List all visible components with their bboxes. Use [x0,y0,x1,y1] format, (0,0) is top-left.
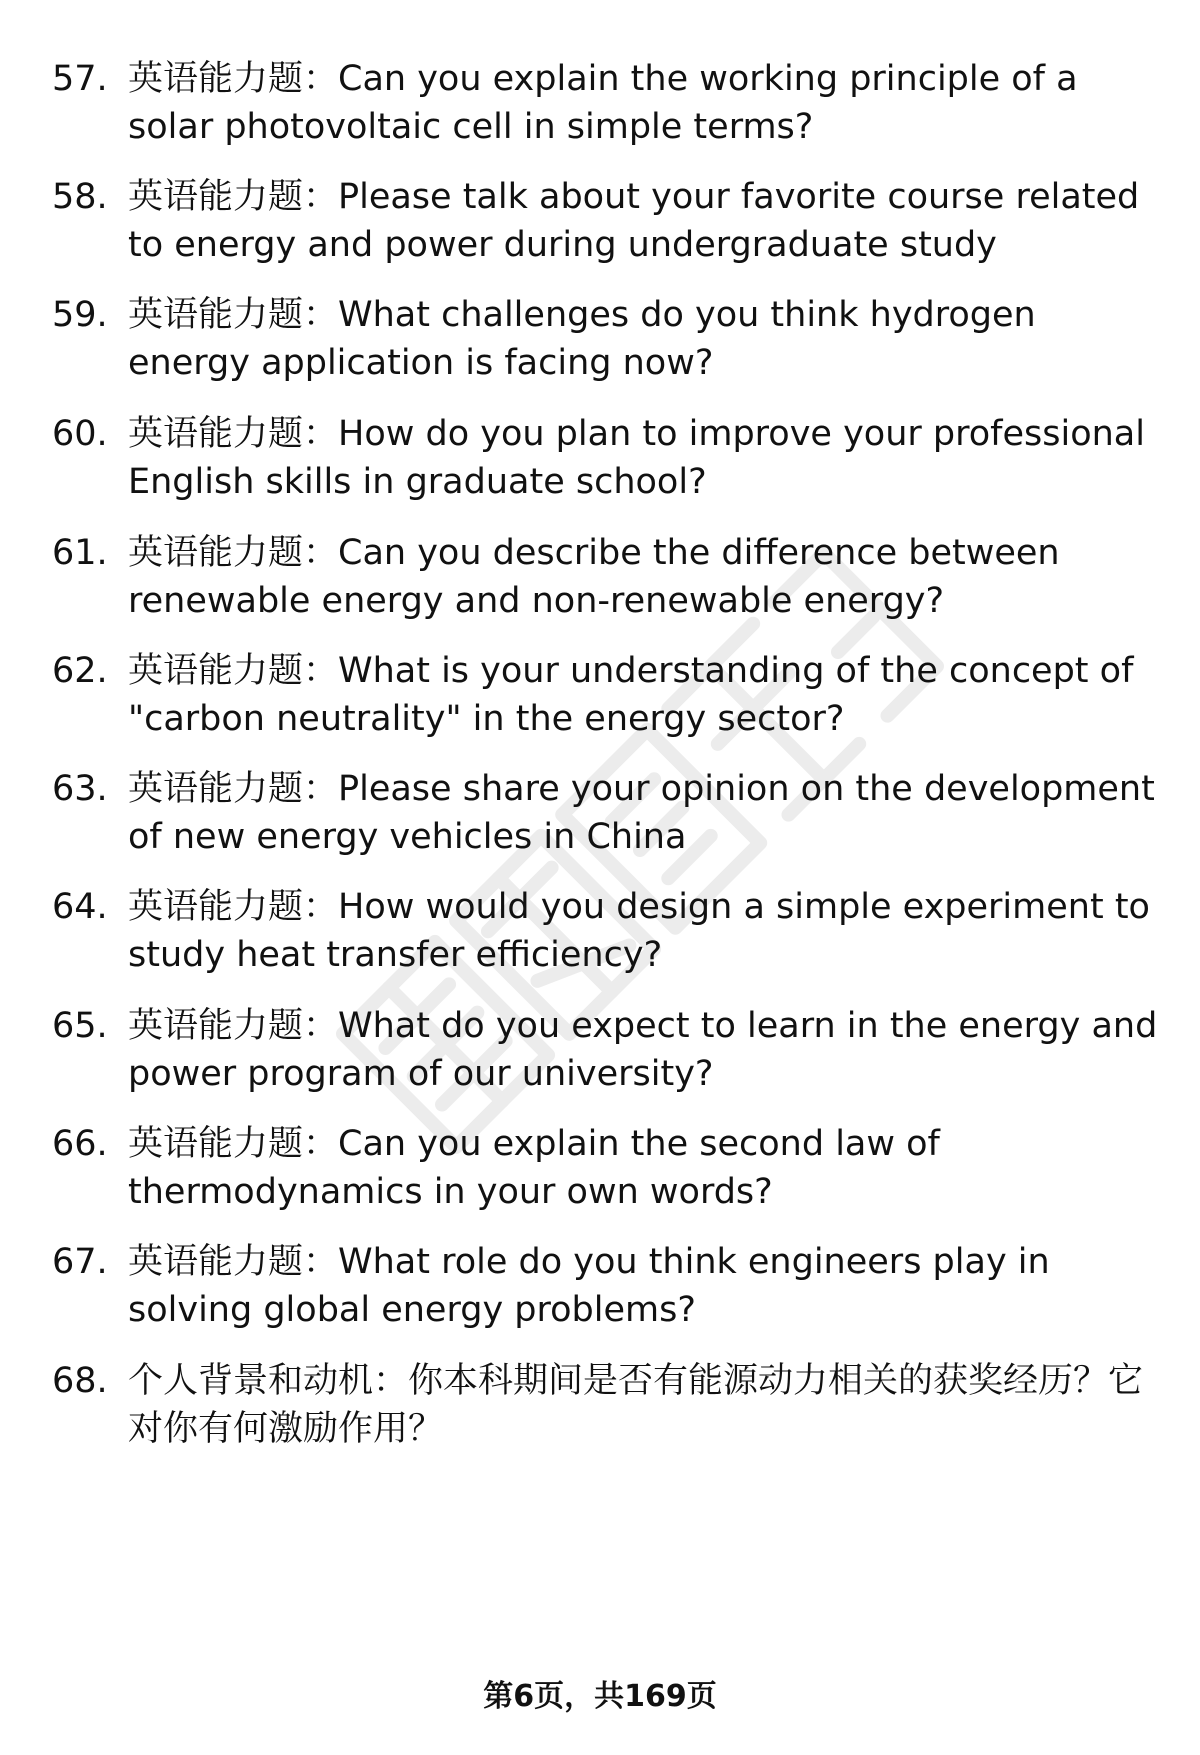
question-text: 英语能力题：What role do you think engineers play in solving global energy problems? [128,1242,1050,1330]
question-item-60 [52,410,1162,506]
question-text: 英语能力题：How do you plan to improve your professional English skills in graduate school? [128,414,1145,502]
question-item-67 [52,1238,1162,1334]
question-item-63 [52,765,1162,861]
question-number: 66. [52,1124,108,1164]
page-footer: 第6页，共169页 [483,1679,717,1714]
question-number: 68. [52,1361,108,1401]
question-item-59 [52,291,1162,387]
question-item-65 [52,1002,1162,1098]
question-number: 65. [52,1006,108,1046]
question-text: 英语能力题：What is your understanding of the concept of "carbon neutrality" in the energy sector? [128,651,1134,739]
question-number: 58. [52,177,108,217]
question-text: 英语能力题：Can you describe the difference between renewable energy and non-renewable energy? [128,533,1060,621]
question-item-64 [52,883,1162,979]
question-item-62 [52,647,1162,743]
question-text: 英语能力题：Can you explain the working principle of a solar photovoltaic cell in simple terms? [128,59,1078,147]
question-item-58 [52,173,1162,269]
question-item-66 [52,1120,1162,1216]
question-text: 英语能力题：Can you explain the second law of thermodynamics in your own words? [128,1124,940,1212]
question-text: 英语能力题：What challenges do you think hydrogen energy application is facing now? [128,295,1036,383]
question-number: 67. [52,1242,108,1282]
question-number: 57. [52,59,108,99]
question-number: 60. [52,414,108,454]
question-item-68 [52,1357,1162,1453]
question-number: 59. [52,295,108,335]
question-text: 英语能力题：How would you design a simple experiment to study heat transfer efficiency? [128,887,1150,975]
question-item-61 [52,529,1162,625]
question-text: 英语能力题：What do you expect to learn in the energy and power program of our university? [128,1006,1158,1094]
question-text: 个人背景和动机：你本科期间是否有能源动力相关的获奖经历？它对你有何激励作用？ [128,1361,1144,1449]
question-text: 英语能力题：Please share your opinion on the development of new energy vehicles in China [128,769,1155,857]
question-number: 62. [52,651,108,691]
question-item-57 [52,55,1162,151]
question-number: 64. [52,887,108,927]
question-number: 63. [52,769,108,809]
question-number: 61. [52,533,108,573]
question-text: 英语能力题：Please talk about your favorite course related to energy and power during undergraduate study [128,177,1140,265]
